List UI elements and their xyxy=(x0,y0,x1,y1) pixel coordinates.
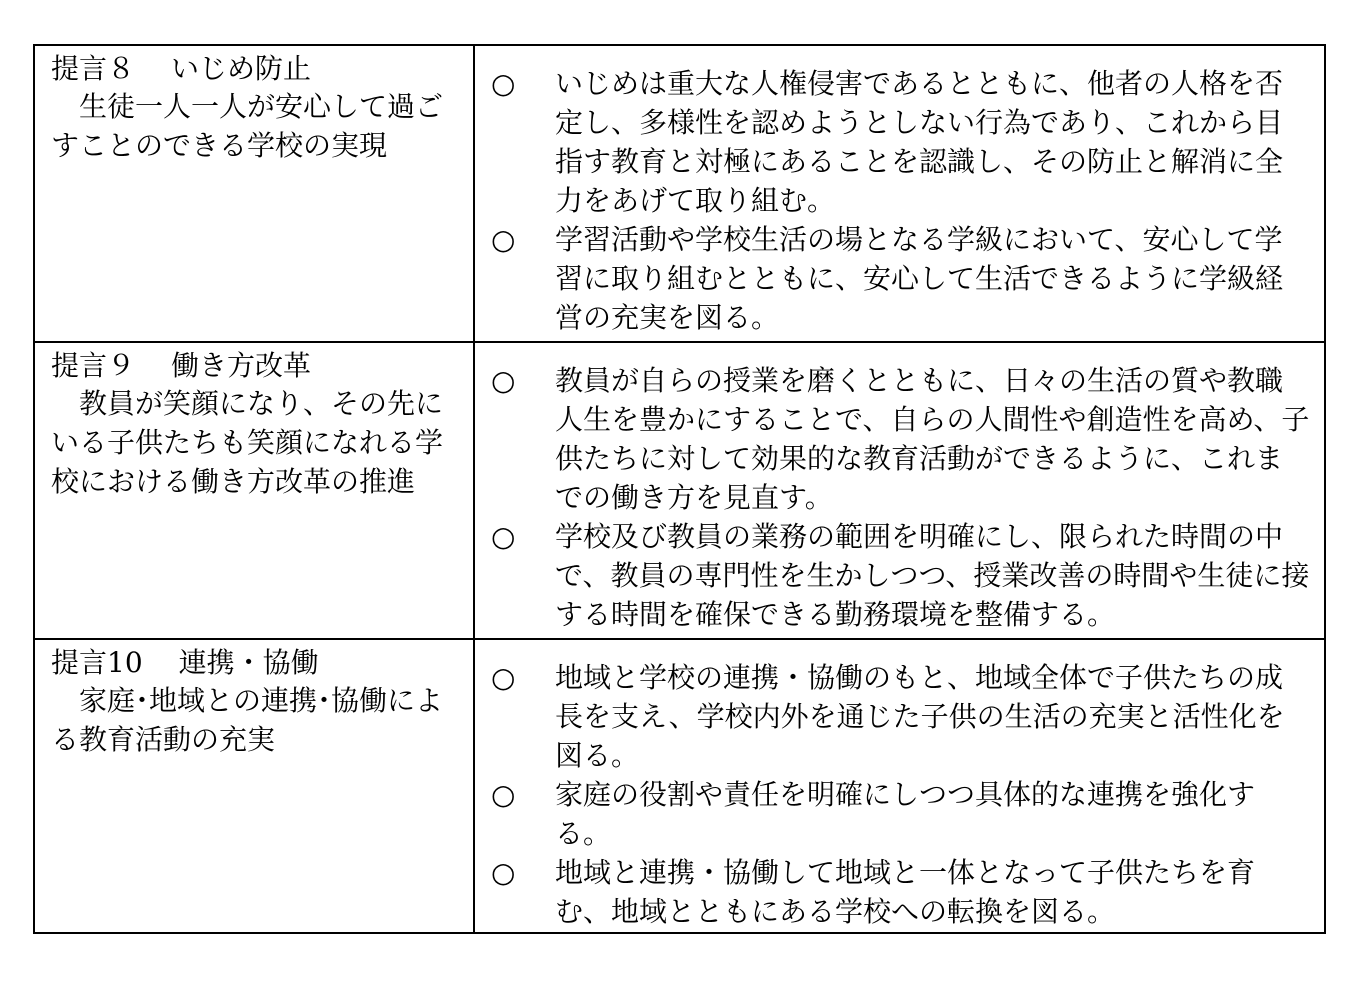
circle-bullet-icon: ○ xyxy=(491,223,516,256)
proposal-item-text: 学校及び教員の業務の範囲を明確にし、限られた時間の中で、教員の専門性を生かしつつ、授業改善の時間や生徒に接する時間を確保できる勤務環境を整備する。 xyxy=(555,520,1310,631)
proposal-row-10 xyxy=(34,639,1325,933)
circle-bullet-icon: ○ xyxy=(491,856,516,889)
circle-bullet-icon: ○ xyxy=(491,67,516,100)
proposal-number: 提言９ xyxy=(51,349,136,382)
proposal-item xyxy=(491,853,1310,931)
proposal-items-cell xyxy=(474,639,1325,933)
proposal-heading-cell xyxy=(34,639,474,933)
proposal-title: いじめ防止 xyxy=(171,52,312,85)
proposal-heading-cell xyxy=(34,45,474,342)
proposal-item xyxy=(491,517,1310,634)
proposal-item xyxy=(491,658,1310,775)
circle-bullet-icon: ○ xyxy=(491,661,516,694)
proposal-item-text: いじめは重大な人権侵害であるとともに、他者の人格を否定し、多様性を認めようとしない行為であり、これから目指す教育と対極にあることを認識し、その防止と解消に全力をあげて取り組む。 xyxy=(555,67,1284,217)
proposal-description: 家庭･地域との連携･協働による教育活動の充実 xyxy=(51,684,444,756)
proposal-number: 提言10 xyxy=(51,646,143,679)
circle-bullet-icon: ○ xyxy=(491,520,516,553)
proposal-item-text: 学習活動や学校生活の場となる学級において、安心して学習に取り組むとともに、安心して生活できるように学級経営の充実を図る。 xyxy=(555,223,1284,334)
proposals-table xyxy=(33,44,1326,934)
proposal-heading xyxy=(51,51,461,87)
proposal-description: 教員が笑顔になり、その先にいる子供たちも笑顔になれる学校における働き方改革の推進 xyxy=(51,387,444,498)
proposal-heading xyxy=(51,645,461,681)
proposal-number: 提言８ xyxy=(51,52,136,85)
proposal-items-cell xyxy=(474,342,1325,639)
circle-bullet-icon: ○ xyxy=(491,778,516,811)
proposal-item-text: 地域と学校の連携・協働のもと、地域全体で子供たちの成長を支え、学校内外を通じた子供の生活の充実と活性化を図る。 xyxy=(555,661,1285,772)
proposal-item xyxy=(491,361,1310,517)
proposal-description: 生徒一人一人が安心して過ごすことのできる学校の実現 xyxy=(51,90,444,162)
proposal-item xyxy=(491,64,1310,220)
proposal-title: 連携・協働 xyxy=(178,646,319,679)
proposal-item xyxy=(491,220,1310,337)
proposal-title: 働き方改革 xyxy=(171,349,312,382)
proposal-item-text: 地域と連携・協働して地域と一体となって子供たちを育む、地域とともにある学校への転換を図る。 xyxy=(555,856,1256,928)
proposal-heading xyxy=(51,348,461,384)
proposal-item xyxy=(491,775,1310,853)
proposal-row-9 xyxy=(34,342,1325,639)
proposal-item-text: 家庭の役割や責任を明確にしつつ具体的な連携を強化する。 xyxy=(555,778,1256,850)
proposal-item-text: 教員が自らの授業を磨くとともに、日々の生活の質や教職人生を豊かにすることで、自らの人間性や創造性を高め、子供たちに対して効果的な教育活動ができるように、これまでの働き方を見直す。 xyxy=(555,364,1310,514)
circle-bullet-icon: ○ xyxy=(491,364,516,397)
proposal-items-cell xyxy=(474,45,1325,342)
proposal-heading-cell xyxy=(34,342,474,639)
proposal-row-8 xyxy=(34,45,1325,342)
